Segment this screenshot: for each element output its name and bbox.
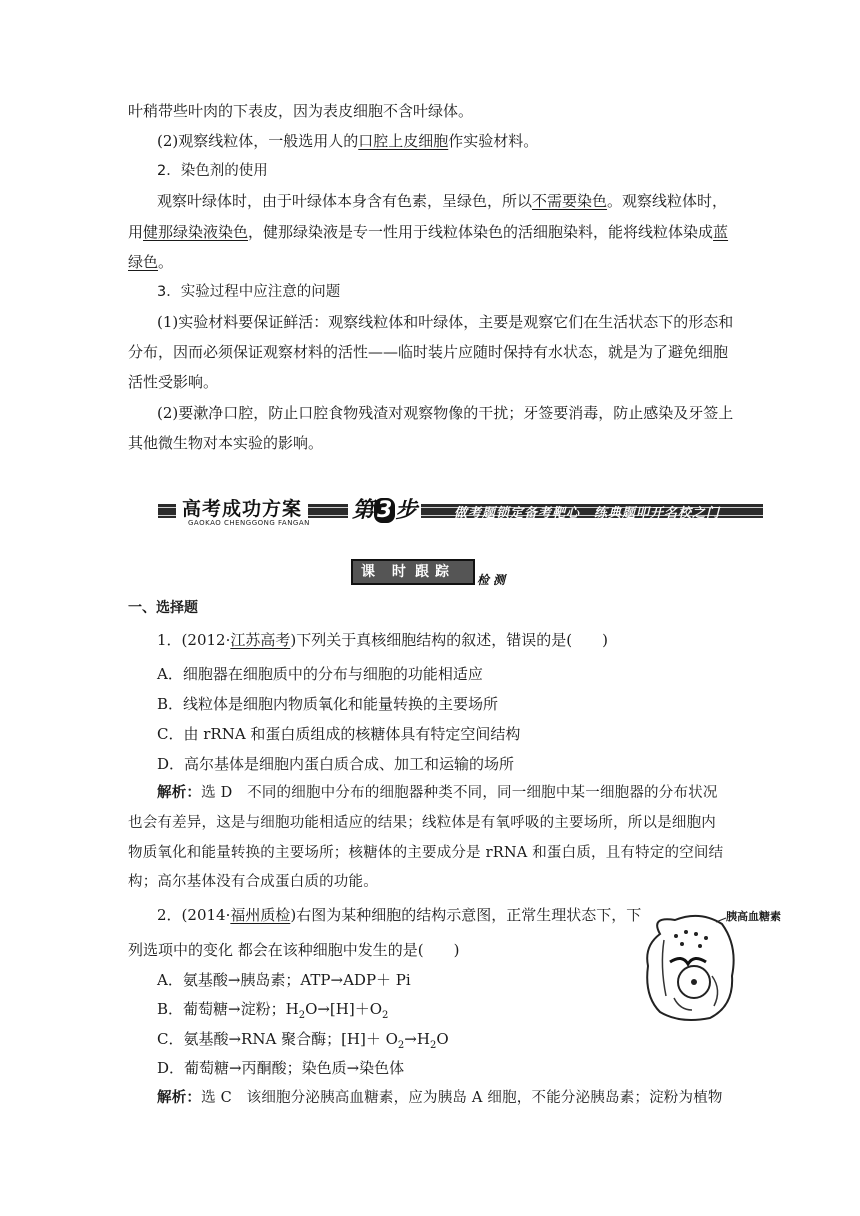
figure-label: 胰高血糖素: [726, 910, 781, 923]
option-d: D．葡萄糖→丙酮酸；染色质→染色体: [157, 1059, 405, 1077]
paragraph-line: 分布，因而必须保证观察材料的活性——临时装片应随时保持有水状态，就是为了避免细胞: [128, 343, 729, 361]
lesson-tag: 课 时 跟踪 检测: [351, 559, 531, 583]
answer-line: 构；高尔基体没有合成蛋白质的功能。: [128, 874, 378, 890]
answer-line: 物质氧化和能量转换的主要场所；核糖体的主要成分是 rRNA 和蛋白质，且有特定的空间结: [128, 845, 724, 861]
underlined-term: 口腔上皮细胞: [358, 132, 449, 150]
paragraph-line: (2)要漱净口腔，防止口腔食物残渣对观察物像的干扰；牙签要消毒，防止感染及牙签上: [157, 404, 734, 422]
paragraph-line: 其他微生物对本实验的影响。: [128, 434, 324, 452]
answer-line: 也会有差异，这是与细胞功能相适应的结果；线粒体是有氧呼吸的主要场所，所以是细胞内: [128, 815, 716, 831]
paragraph-line: (2)观察线粒体，一般选用人的口腔上皮细胞作实验材料。: [157, 132, 539, 150]
banner-pinyin: GAOKAO CHENGGONG FANGAN: [188, 519, 310, 527]
option-d: D．高尔基体是细胞内蛋白质合成、加工和运输的场所: [157, 755, 515, 773]
subheading: 2．染色剂的使用: [157, 163, 268, 179]
question-stem: 2．(2014·福州质检)右图为某种细胞的结构示意图，正常生理状态下，下: [157, 906, 642, 924]
option-b: B．线粒体是细胞内物质氧化和能量转换的主要场所: [157, 695, 499, 713]
paragraph-line: 绿色。: [128, 253, 174, 271]
paragraph-line: 活性受影响。: [128, 373, 219, 391]
underlined-term: 不需要染色: [532, 192, 608, 210]
banner-slogan: 做考题锁定备考靶心 练典题叩开名校之门: [454, 506, 721, 521]
answer-line: 解析：选 C 该细胞分泌胰高血糖素，应为胰岛 A 细胞，不能分泌胰岛素；淀粉为植物: [157, 1090, 723, 1106]
banner-title: 高考成功方案: [176, 494, 308, 521]
option-a: A．氨基酸→胰岛素；ATP→ADP＋ Pi: [157, 971, 411, 989]
paragraph-line: 观察叶绿体时，由于叶绿体本身含有色素，呈绿色，所以不需要染色。观察线粒体时，: [157, 192, 728, 210]
section-banner: [158, 492, 763, 528]
option-a: A．细胞器在细胞质中的分布与细胞的功能相适应: [157, 665, 483, 683]
section-heading: 一、选择题: [128, 600, 198, 616]
question-stem: 1．(2012·江苏高考)下列关于真核细胞结构的叙述，错误的是( ): [157, 631, 608, 649]
cell-diagram: [630, 906, 781, 1026]
underlined-term: 健那绿染液染色: [143, 223, 249, 241]
option-c: C．氨基酸→RNA 聚合酶；$[H]+ O_2\to H_2O$: [157, 1030, 449, 1051]
paragraph-line: 叶稍带些叶肉的下表皮，因为表皮细胞不含叶绿体。: [128, 102, 474, 120]
paragraph-line: (1)实验材料要保证鲜活：观察线粒体和叶绿体，主要是观察它们在生活状态下的形态和: [157, 313, 734, 331]
underlined-term: 绿色: [128, 253, 159, 271]
paragraph-line: 用健那绿染液染色，健那绿染液是专一性用于线粒体染色的活细胞染料，能将线粒体染成蓝: [128, 223, 729, 241]
subheading: 3．实验过程中应注意的问题: [157, 284, 341, 300]
option-c: C．由 rRNA 和蛋白质组成的核糖体具有特定空间结构: [157, 725, 521, 743]
answer-line: 解析：选 D 不同的细胞中分布的细胞器种类不同，同一细胞中某一细胞器的分布状况: [157, 785, 718, 801]
option-b: B．葡萄糖→淀粉；$H_2O\to[H]+O_2$: [157, 1000, 389, 1021]
question-stem: 列选项中的变化 都会在该种细胞中发生的是( ): [128, 941, 460, 959]
banner-step: 第 3 步: [348, 493, 421, 524]
